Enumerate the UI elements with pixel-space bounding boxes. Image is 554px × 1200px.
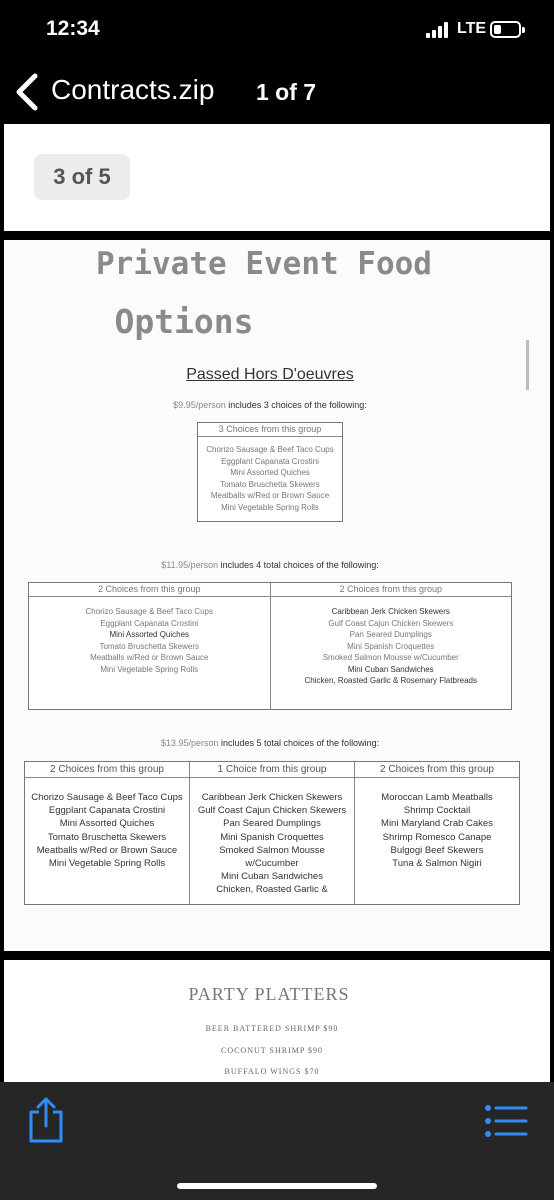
list-item: Chicken, Roasted Garlic & — [216, 884, 328, 896]
list-item: Pan Seared Dumplings — [349, 630, 432, 639]
list-item: Tomato Bruschetta Skewers — [47, 831, 167, 843]
platters-title: PARTY PLATTERS — [188, 984, 350, 1004]
list-item: w/Cucumber — [245, 858, 299, 870]
list-item: Gulf Coast Cajun Chicken Skewers — [197, 805, 347, 817]
list-item: Mini Spanish Croquettes — [220, 831, 324, 843]
file-counter: 1 of 7 — [256, 79, 317, 105]
status-bar — [0, 0, 554, 62]
list-item: Tomato Bruschetta Skewers — [99, 641, 200, 651]
share-icon[interactable] — [26, 1096, 66, 1144]
tier2-price-line: $11.95/person includes 4 total choices of the following: — [161, 560, 379, 570]
tier1-box — [197, 422, 343, 522]
tier3-box — [24, 761, 520, 905]
list-item: Caribbean Jerk Chicken Skewers — [201, 792, 343, 803]
network-label: LTE — [457, 20, 487, 37]
list-item: Smoked Salmon Mousse — [219, 844, 325, 856]
list-item: Eggplant Capanata Crostini — [100, 618, 199, 628]
document-page — [4, 240, 550, 951]
tier2-col1 — [29, 583, 271, 709]
list-item: Chorizo Sausage & Beef Taco Cups — [206, 445, 334, 454]
tier1-price-line: $9.95/person includes 3 choices of the following: — [173, 400, 367, 410]
document-page-prev — [4, 124, 550, 231]
nav-bar — [0, 62, 554, 124]
menu-title-line2: Options — [114, 302, 254, 341]
list-item: BEER BATTERED SHRIMP $90 — [205, 1024, 339, 1033]
tier2-box — [28, 582, 512, 710]
document-page-next — [4, 960, 550, 1082]
list-item: Mini Cuban Sandwiches — [221, 871, 323, 883]
tier1-header: 3 Choices from this group — [198, 423, 342, 437]
section-heading: Passed Hors D'oeuvres — [186, 366, 354, 383]
list-item: Eggplant Capanata Crostini — [48, 805, 166, 817]
list-item: Mini Cuban Sandwiches — [347, 664, 434, 674]
tier3-price-line: $13.95/person includes 5 total choices of the following: — [160, 738, 380, 748]
list-item: BUFFALO WINGS $70 — [224, 1067, 320, 1076]
tier3-col3-header: 2 Choices from this group — [355, 762, 519, 778]
list-item: Mini Vegetable Spring Rolls — [221, 502, 319, 512]
list-item: Moroccan Lamb Meatballs — [381, 792, 493, 803]
page-indicator: 3 of 5 — [34, 154, 130, 200]
list-item: Pan Seared Dumplings — [223, 818, 321, 830]
tier2-col1-header: 2 Choices from this group — [29, 583, 270, 597]
list-item: Chorizo Sausage & Beef Taco Cups — [31, 792, 183, 803]
list-item: Tomato Bruschetta Skewers — [220, 479, 320, 489]
tier3-col2 — [190, 762, 355, 904]
list-item: Chicken, Roasted Garlic & Rosemary Flatbreads — [304, 676, 477, 685]
tier3-col1 — [25, 762, 190, 904]
list-item: Gulf Coast Cajun Chicken Skewers — [328, 618, 454, 628]
tier2-col2 — [271, 583, 512, 709]
list-item: Bulgogi Beef Skewers — [390, 844, 484, 856]
battery-icon — [490, 21, 521, 38]
list-item: Shrimp Cocktail — [403, 805, 471, 817]
list-icon[interactable] — [484, 1104, 528, 1138]
list-item: Tuna & Salmon Nigiri — [392, 858, 482, 870]
list-item: Mini Maryland Crab Cakes — [381, 818, 493, 830]
list-item: Meatballs w/Red or Brown Sauce — [210, 491, 330, 500]
list-item: Mini Assorted Quiches — [109, 630, 190, 639]
signal-icon — [426, 22, 452, 38]
chevron-left-icon[interactable] — [12, 72, 42, 112]
list-item: Mini Assorted Quiches — [230, 468, 310, 477]
list-item: Meatballs w/Red or Brown Sauce — [90, 653, 209, 662]
bottom-toolbar — [0, 1082, 554, 1200]
tier2-col2-header: 2 Choices from this group — [271, 583, 512, 597]
list-item: Mini Vegetable Spring Rolls — [48, 858, 166, 870]
list-item: Chorizo Sausage & Beef Taco Cups — [85, 607, 213, 616]
home-indicator[interactable] — [177, 1183, 377, 1189]
list-item: COCONUT SHRIMP $90 — [220, 1046, 323, 1055]
list-item: Meatballs w/Red or Brown Sauce — [36, 844, 178, 856]
nav-title: Contracts.zip — [51, 74, 215, 105]
list-item: Caribbean Jerk Chicken Skewers — [331, 607, 450, 616]
status-time: 12:34 — [46, 17, 100, 40]
menu-title-line1: Private Event Food — [96, 246, 432, 282]
tier3-col1-header: 2 Choices from this group — [25, 762, 189, 778]
list-item: Mini Assorted Quiches — [59, 818, 155, 830]
list-item: Mini Vegetable Spring Rolls — [100, 664, 199, 674]
tier3-col3 — [355, 762, 519, 904]
list-item: Smoked Salmon Mousse w/Cucumber — [322, 653, 459, 662]
tier1-items — [198, 437, 342, 513]
list-item: Shrimp Romesco Canape — [382, 831, 492, 843]
list-item: Mini Spanish Croquettes — [347, 641, 435, 651]
tier3-col2-header: 1 Choice from this group — [190, 762, 354, 778]
list-item: Eggplant Capanata Crostini — [221, 456, 319, 466]
